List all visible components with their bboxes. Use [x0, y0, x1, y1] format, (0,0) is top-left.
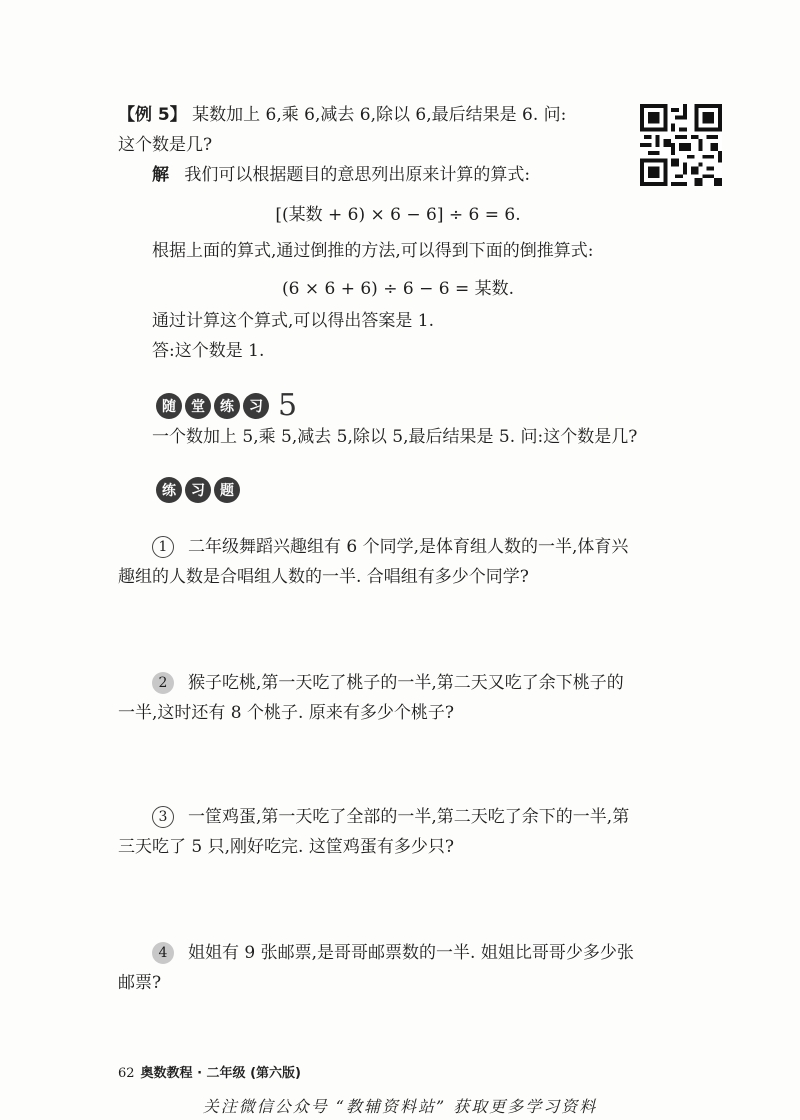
example-tag: 【例 5】	[118, 105, 187, 125]
practice-heading	[156, 388, 297, 423]
example-problem-line2: 这个数是几?	[118, 135, 213, 155]
solution-intro	[118, 160, 678, 190]
exercise-3	[118, 802, 678, 862]
practice-badge-2: 堂	[185, 393, 211, 419]
exercise-number-3: 3	[152, 806, 174, 828]
page-number: 62	[118, 1066, 135, 1081]
answer-text: 答:这个数是 1.	[152, 341, 265, 361]
practice-badge-3: 练	[214, 393, 240, 419]
exercise-number-2: 2	[152, 672, 174, 694]
example-problem-line1: 某数加上 6,乘 6,减去 6,除以 6,最后结果是 6. 问:	[192, 105, 567, 125]
practice-badge-1: 随	[156, 393, 182, 419]
exercise-2-line1: 猴子吃桃,第一天吃了桃子的一半,第二天又吃了余下桃子的	[188, 673, 624, 693]
book-title: 奥数教程 · 二年级 (第六版)	[140, 1066, 301, 1081]
exercise-4-line2: 邮票?	[118, 973, 162, 993]
exercises-heading	[156, 477, 243, 503]
calc-text: 通过计算这个算式,可以得出答案是 1.	[152, 311, 435, 331]
exercise-2-line2: 一半,这时还有 8 个桃子. 原来有多少个桃子?	[118, 703, 454, 723]
exercise-1	[118, 532, 678, 592]
solution-text: 我们可以根据题目的意思列出原来计算的算式:	[184, 165, 531, 185]
page-footer	[118, 1062, 301, 1081]
exercises-badge-2: 习	[185, 477, 211, 503]
exercise-number-4: 4	[152, 942, 174, 964]
exercise-1-line1: 二年级舞蹈兴趣组有 6 个同学,是体育组人数的一半,体育兴	[188, 537, 629, 557]
formula-original: [(某数 + 6) × 6 − 6] ÷ 6 = 6.	[275, 205, 521, 225]
exercise-4-line1: 姐姐有 9 张邮票,是哥哥邮票数的一半. 姐姐比哥哥少多少张	[188, 943, 634, 963]
reverse-text: 根据上面的算式,通过倒推的方法,可以得到下面的倒推算式:	[152, 241, 594, 261]
exercise-number-1: 1	[152, 536, 174, 558]
exercise-3-line1: 一筐鸡蛋,第一天吃了全部的一半,第二天吃了余下的一半,第	[188, 807, 630, 827]
exercise-2	[118, 668, 678, 728]
practice-number: 5	[278, 388, 298, 423]
exercises-badge-3: 题	[214, 477, 240, 503]
practice-problem: 一个数加上 5,乘 5,减去 5,除以 5,最后结果是 5. 问:这个数是几?	[152, 427, 638, 447]
exercise-1-line2: 趣组的人数是合唱组人数的一半. 合唱组有多少个同学?	[118, 567, 529, 587]
formula-reverse: (6 × 6 + 6) ÷ 6 − 6 = 某数.	[281, 279, 514, 299]
solution-label: 解	[152, 165, 169, 185]
practice-badge-4: 习	[243, 393, 269, 419]
example-problem	[118, 100, 678, 160]
exercises-badge-1: 练	[156, 477, 182, 503]
exercise-4	[118, 938, 678, 998]
watermark-text: 关注微信公众号 “教辅资料站” 获取更多学习资料	[202, 1097, 598, 1116]
exercise-3-line2: 三天吃了 5 只,刚好吃完. 这筐鸡蛋有多少只?	[118, 837, 454, 857]
